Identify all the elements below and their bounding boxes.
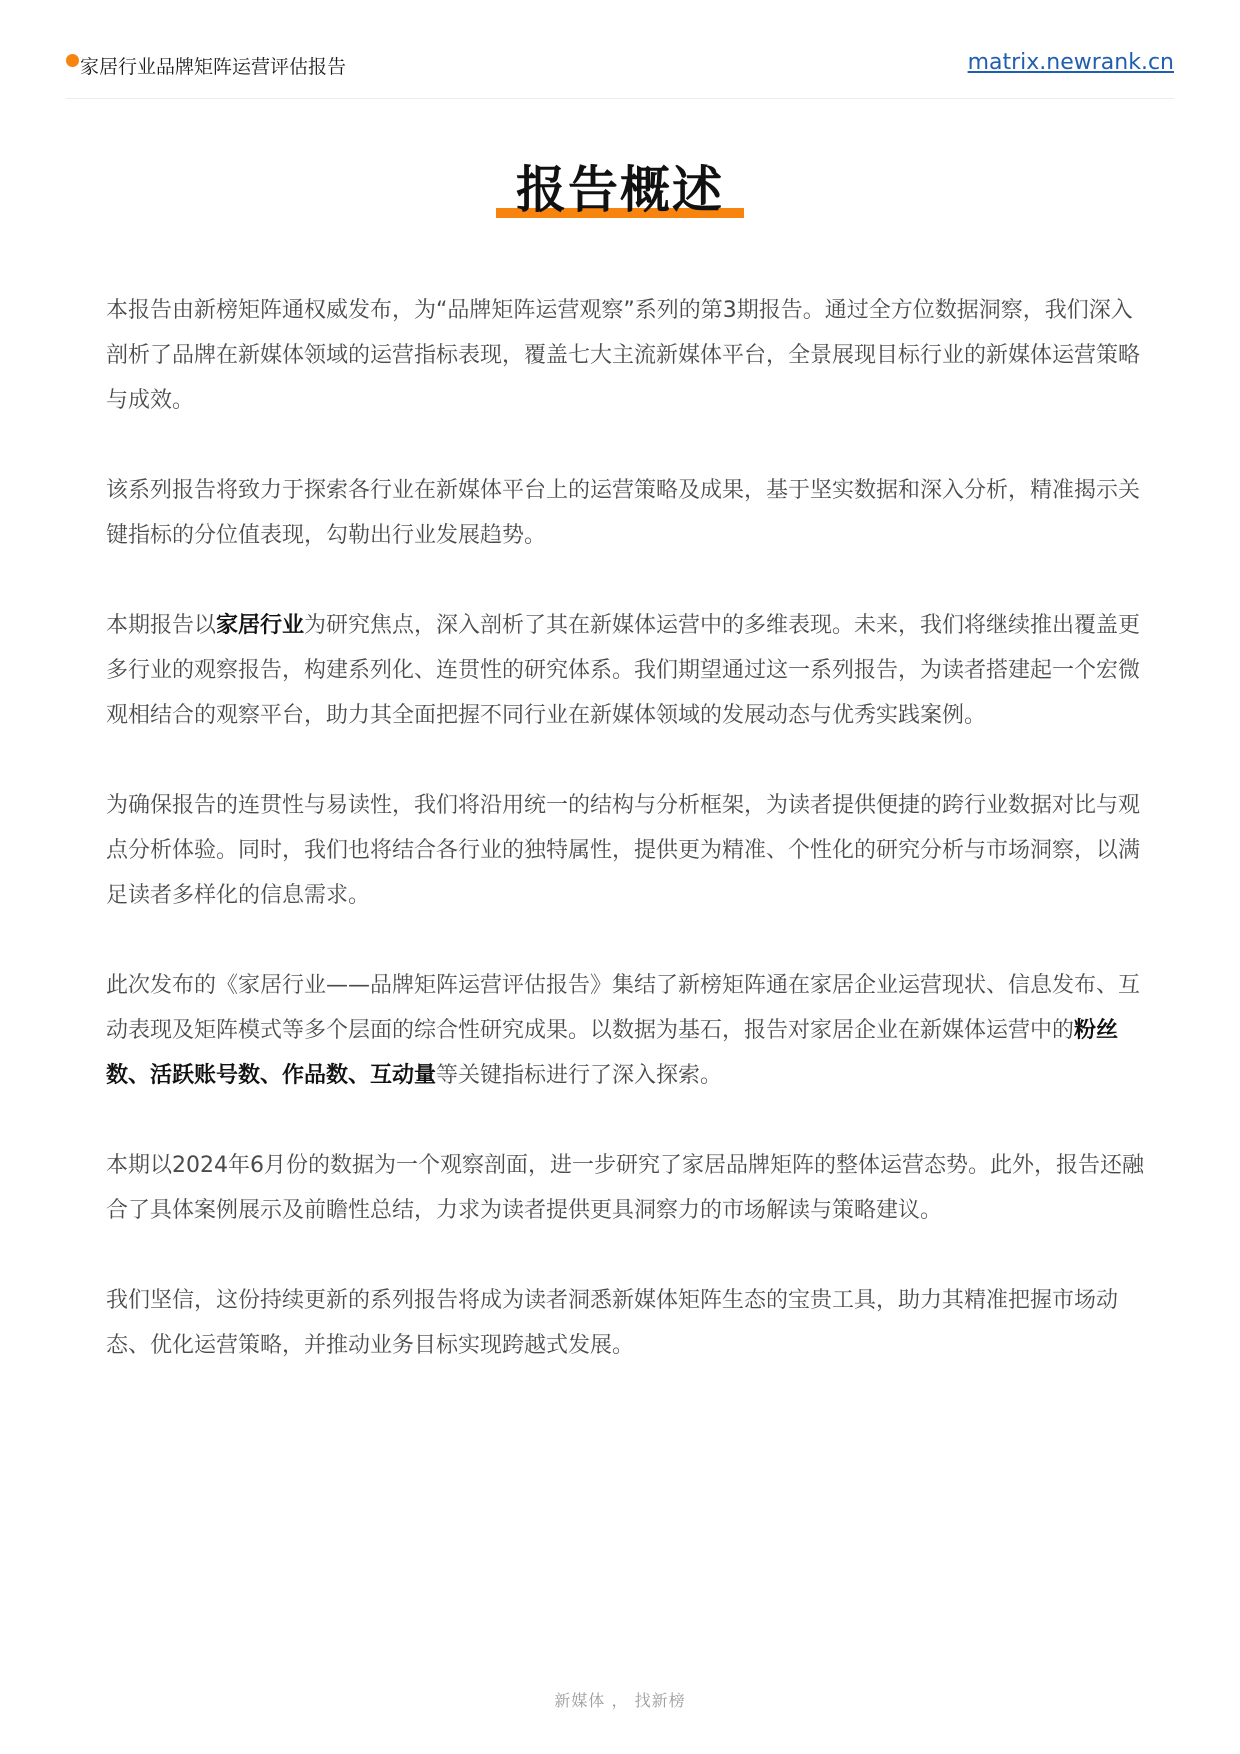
paragraph-text: 本期以2024年6月份的数据为一个观察剖面，进一步研究了家居品牌矩阵的整体运营态势。此外，报告还融合了具体案例展示及前瞻性总结，力求为读者提供更具洞察力的市场解读与策略建议。 <box>106 1153 1144 1223</box>
highlight-industry: 家居行业 <box>216 613 305 638</box>
page-header <box>66 48 1174 99</box>
title-section <box>0 160 1240 220</box>
paragraph <box>106 783 1151 918</box>
title-box <box>496 160 744 220</box>
website-link[interactable]: matrix.newrank.cn <box>967 50 1174 75</box>
paragraph <box>106 1143 1151 1233</box>
report-body <box>106 288 1151 1413</box>
paragraph-text: 此次发布的《家居行业——品牌矩阵运营评估报告》集结了新榜矩阵通在家居企业运营现状、信息发布、互动表现及矩阵模式等多个层面的综合性研究成果。以数据为基石，报告对家居企业在新媒体运营中的 <box>106 973 1141 1043</box>
paragraph-text: 为确保报告的连贯性与易读性，我们将沿用统一的结构与分析框架，为读者提供便捷的跨行业数据对比与观点分析体验。同时，我们也将结合各行业的独特属性，提供更为精准、个性化的研究分析与市场洞察，以满足读者多样化的信息需求。 <box>106 793 1141 908</box>
paragraph-text: 该系列报告将致力于探索各行业在新媒体平台上的运营策略及成果，基于坚实数据和深入分析，精准揭示关键指标的分位值表现，勾勒出行业发展趋势。 <box>106 478 1141 548</box>
orange-dot-icon <box>66 54 79 67</box>
paragraph <box>106 963 1151 1098</box>
paragraph-text: 本期报告以 <box>106 613 217 638</box>
report-name: 家居行业品牌矩阵运营评估报告 <box>80 56 347 78</box>
paragraph-text: 本报告由新榜矩阵通权威发布，为“品牌矩阵运营观察”系列的第3期报告。通过全方位数据洞察，我们深入剖析了品牌在新媒体领域的运营指标表现，覆盖七大主流新媒体平台，全景展现目标行业的新媒体运营策略与成效。 <box>106 298 1141 413</box>
paragraph <box>106 1278 1151 1368</box>
paragraph <box>106 468 1151 558</box>
highlight-metrics: 粉丝数、活跃账号数、作品数、互动量 <box>106 1018 1119 1088</box>
page-footer: 新媒体 ， 找新榜 <box>554 1691 686 1710</box>
paragraph-text: 我们坚信，这份持续更新的系列报告将成为读者洞悉新媒体矩阵生态的宝贵工具，助力其精准把握市场动态、优化运营策略，并推动业务目标实现跨越式发展。 <box>106 1288 1119 1358</box>
paragraph-text: 为研究焦点，深入剖析了其在新媒体运营中的多维表现。未来，我们将继续推出覆盖更多行业的观察报告，构建系列化、连贯性的研究体系。我们期望通过这一系列报告，为读者搭建起一个宏微观相结合的观察平台，助力其全面把握不同行业在新媒体领域的发展动态与优秀实践案例。 <box>106 613 1141 728</box>
paragraph-text: 等关键指标进行了深入探索。 <box>436 1063 723 1088</box>
paragraph <box>106 603 1151 738</box>
page-title: 报告概述 <box>516 161 724 219</box>
paragraph <box>106 288 1151 423</box>
